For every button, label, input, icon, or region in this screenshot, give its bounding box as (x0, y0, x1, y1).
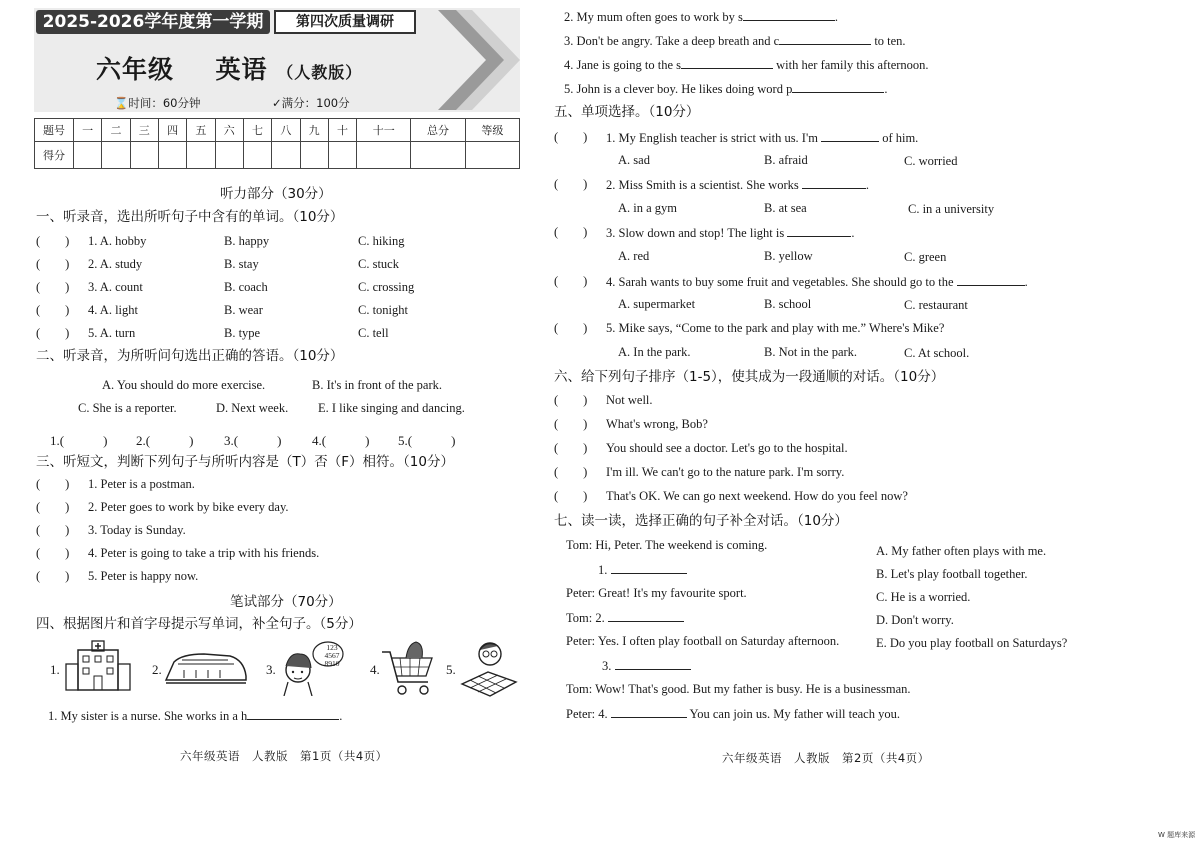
score-input-cell[interactable] (243, 142, 271, 169)
answer-paren[interactable]: ( ) (554, 321, 588, 335)
score-cell: 六 (215, 119, 243, 142)
mc-option: B. school (764, 297, 812, 311)
answer-paren[interactable]: ( ) (36, 477, 70, 491)
pic-number: 3. (266, 662, 276, 677)
page-footer-1: 六年级英语 人教版 第1页（共4页） (180, 749, 388, 763)
subject-label: 英语 (215, 55, 268, 84)
section-2-title: 二、听录音，为所听问句选出正确的答语。（10分） (36, 348, 344, 364)
tf-statement: 4. Peter is going to take a trip with his friends. (88, 546, 320, 560)
answer-paren[interactable]: ( ) (554, 177, 588, 191)
score-cell: 二 (102, 119, 130, 142)
answer-paren[interactable]: ( ) (36, 569, 70, 583)
answer-paren[interactable]: ( ) (554, 130, 588, 144)
answer-paren[interactable]: ( ) (554, 465, 588, 479)
option-c: C. stuck (358, 257, 399, 271)
time-info (114, 96, 200, 111)
mc-option: B. at sea (764, 201, 807, 215)
mc-option: A. sad (618, 153, 650, 167)
fill-q2: 2. My mum often goes to work by s . (564, 10, 838, 24)
fill-q1: 1. My sister is a nurse. She works in a h . (48, 709, 343, 723)
score-table (34, 118, 520, 169)
response-option: D. Next week. (216, 401, 289, 415)
score-input-cell[interactable] (158, 142, 186, 169)
dialogue-line: That's OK. We can go next weekend. How do you feel now? (606, 489, 908, 503)
section-6-title: 六、给下列句子排序（1-5），使其成为一段通顺的对话。（10分） (554, 369, 945, 385)
blank-input[interactable] (787, 225, 851, 237)
answer-slot[interactable]: 1.( ) (50, 433, 108, 448)
mc-option: A. red (618, 249, 650, 263)
score-cell: 十 (328, 119, 356, 142)
score-input-cell[interactable] (74, 142, 102, 169)
pic-number: 1. (50, 662, 60, 677)
tf-statement: 1. Peter is a postman. (88, 477, 195, 491)
blank-input[interactable] (681, 57, 773, 69)
answer-slot[interactable]: 2.( ) (136, 433, 194, 448)
mc-question: 2. Miss Smith is a scientist. She works . (606, 178, 869, 192)
option-b: B. wear (224, 303, 263, 317)
mc-option: B. Not in the park. (764, 345, 858, 359)
option-a: 2. A. study (88, 257, 143, 271)
score-cell: 一 (74, 119, 102, 142)
answer-slot[interactable]: 3.( ) (224, 433, 282, 448)
answer-paren[interactable]: ( ) (554, 225, 588, 239)
score-input-cell[interactable] (102, 142, 130, 169)
speech-bubble-text: 123 4567 8910 (324, 643, 340, 668)
dialogue-line: Tom: Hi, Peter. The weekend is coming. (566, 538, 768, 552)
option-c: C. tell (358, 326, 389, 340)
mc-question: 5. Mike says, “Come to the park and play with me.” Where's Mike? (606, 321, 945, 335)
fill-q3: 3. Don't be angry. Take a deep breath and c to ten. (564, 34, 906, 48)
score-input-cell[interactable] (300, 142, 328, 169)
hospital-icon (64, 640, 132, 692)
answer-paren[interactable]: ( ) (554, 489, 588, 503)
section-5-title: 五、单项选择。（10分） (554, 104, 700, 120)
hourglass-icon: ⌛ (114, 96, 129, 110)
answer-slot[interactable]: 5.( ) (398, 433, 456, 448)
score-cell: 七 (243, 119, 271, 142)
mc-option: C. green (904, 250, 947, 264)
score-cell: 八 (272, 119, 300, 142)
listening-title: 听力部分（30分） (220, 186, 332, 202)
pic-number: 2. (152, 662, 162, 677)
answer-paren[interactable]: ( ) (36, 257, 70, 271)
score-cell: 三 (130, 119, 158, 142)
dialogue-line: Peter: Yes. I often play football on Saturday afternoon. (566, 634, 840, 648)
option-a: 4. A. light (88, 303, 139, 317)
score-cell: 五 (187, 119, 215, 142)
mc-option: C. in a university (908, 202, 995, 216)
score-input-cell[interactable] (328, 142, 356, 169)
score-input-cell[interactable] (411, 142, 465, 169)
answer-paren[interactable]: ( ) (36, 546, 70, 560)
blank-input[interactable] (792, 81, 884, 93)
pic-number: 4. (370, 662, 380, 677)
answer-paren[interactable]: ( ) (36, 234, 70, 248)
dialogue-blank: Peter: 4. You can join us. My father will teach you. (566, 707, 900, 721)
option-a: 5. A. turn (88, 326, 136, 340)
dialogue-line: Not well. (606, 393, 653, 407)
answer-paren[interactable]: ( ) (36, 303, 70, 317)
score-table-input-row (35, 142, 520, 169)
survey-label: 第四次质量调研 (274, 10, 416, 34)
term-label: 2025-2026学年度第一学期 (36, 10, 270, 34)
option-a: 1. A. hobby (88, 234, 147, 248)
dialogue-line: Tom: Wow! That's good. But my father is busy. He is a businessman. (566, 682, 911, 696)
page-footer-2: 六年级英语 人教版 第2页（共4页） (722, 751, 930, 765)
fill-q5: 5. John is a clever boy. He likes doing word p . (564, 82, 888, 96)
response-option: C. She is a reporter. (78, 401, 177, 415)
choice-option: C. He is a worried. (876, 590, 971, 604)
blank-input[interactable] (611, 706, 687, 718)
mc-option: B. afraid (764, 153, 808, 167)
tf-statement: 2. Peter goes to work by bike every day. (88, 500, 289, 514)
mc-option: B. yellow (764, 249, 813, 263)
mc-option: A. supermarket (618, 297, 696, 311)
tf-statement: 3. Today is Sunday. (88, 523, 186, 537)
option-b: B. stay (224, 257, 259, 271)
answer-paren[interactable]: ( ) (554, 417, 588, 431)
mc-option: C. restaurant (904, 298, 968, 312)
train-icon (164, 650, 248, 686)
section-4-title: 四、根据图片和首字母提示写单词，补全句子。（5分） (36, 616, 362, 632)
dialogue-blank: Tom: 2. (566, 610, 684, 626)
choice-option: E. Do you play football on Saturdays? (876, 636, 1068, 650)
answer-paren[interactable]: ( ) (554, 274, 588, 288)
puzzle-boy-icon (458, 638, 518, 698)
time-text: 时间：60分钟 (128, 96, 201, 110)
option-c: C. tonight (358, 303, 409, 317)
score-row-label: 得分 (35, 142, 74, 169)
score-input-cell[interactable] (272, 142, 300, 169)
dialogue-blank: 3. (602, 658, 691, 674)
option-c: C. crossing (358, 280, 415, 294)
score-cell: 等级 (465, 119, 519, 142)
score-cell: 九 (300, 119, 328, 142)
score-cell: 四 (158, 119, 186, 142)
blank-input[interactable] (615, 658, 691, 670)
mc-option: A. in a gym (618, 201, 678, 215)
score-cell: 总分 (411, 119, 465, 142)
blank-input[interactable] (957, 274, 1025, 286)
blank-input[interactable] (743, 9, 835, 21)
response-option: B. It's in front of the park. (312, 378, 443, 392)
score-cell: 题号 (35, 119, 74, 142)
grade-label: 六年级 (96, 55, 175, 84)
answer-paren[interactable]: ( ) (36, 280, 70, 294)
blank-input[interactable] (608, 610, 684, 622)
mc-option: C. At school. (904, 346, 970, 360)
answer-slot[interactable]: 4.( ) (312, 433, 370, 448)
score-input-cell[interactable] (465, 142, 519, 169)
mc-option: C. worried (904, 154, 958, 168)
mc-question: 4. Sarah wants to buy some fruit and vegetables. She should go to the . (606, 275, 1028, 289)
score-cell: 十一 (357, 119, 411, 142)
option-b: B. coach (224, 280, 268, 294)
fill-q4: 4. Jane is going to the s with her family this afternoon. (564, 58, 929, 72)
answer-paren[interactable]: ( ) (554, 441, 588, 455)
option-b: B. happy (224, 234, 270, 248)
mc-question: 3. Slow down and stop! The light is . (606, 226, 855, 240)
blank-input[interactable] (779, 33, 871, 45)
answer-paren[interactable]: ( ) (36, 326, 70, 340)
score-table-header-row (35, 119, 520, 142)
section-3-title: 三、听短文，判断下列句子与所听内容是（T）否（F）相符。（10分） (36, 454, 454, 470)
mc-question: 1. My English teacher is strict with us. I'm of him. (606, 131, 919, 145)
section-7-title: 七、读一读，选择正确的句子补全对话。（10分） (554, 513, 848, 529)
score-text: 满分：100分 (281, 96, 350, 110)
score-input-cell[interactable] (215, 142, 243, 169)
section-1-title: 一、听录音，选出所听句子中含有的单词。（10分） (36, 209, 344, 225)
dialogue-blank: 1. (598, 562, 687, 578)
mc-option: A. In the park. (618, 345, 691, 359)
choice-option: A. My father often plays with me. (876, 544, 1047, 558)
option-c: C. hiking (358, 234, 405, 248)
response-option: A. You should do more exercise. (102, 378, 266, 392)
blank-input[interactable] (821, 130, 879, 142)
option-b: B. type (224, 326, 261, 340)
blank-input[interactable] (611, 562, 687, 574)
option-a: 3. A. count (88, 280, 143, 294)
pic-number: 5. (446, 662, 456, 677)
edition-label: （人教版） (277, 63, 363, 82)
score-info (272, 96, 350, 111)
choice-option: D. Don't worry. (876, 613, 954, 627)
score-input-cell[interactable] (357, 142, 411, 169)
watermark-logo: W 题库来源 (1158, 831, 1196, 839)
dialogue-line: I'm ill. We can't go to the nature park. I'm sorry. (606, 465, 845, 479)
score-input-cell[interactable] (187, 142, 215, 169)
dialogue-line: Peter: Great! It's my favourite sport. (566, 586, 747, 600)
dialogue-line: What's wrong, Bob? (606, 417, 708, 431)
check-circle-icon: ✓ (272, 96, 282, 110)
answer-paren[interactable]: ( ) (36, 500, 70, 514)
response-option: E. I like singing and dancing. (318, 401, 465, 415)
blank-input[interactable] (247, 708, 339, 720)
page-title (96, 50, 362, 86)
score-input-cell[interactable] (130, 142, 158, 169)
answer-paren[interactable]: ( ) (36, 523, 70, 537)
answer-paren[interactable]: ( ) (554, 393, 588, 407)
dialogue-line: You should see a doctor. Let's go to the hospital. (606, 441, 848, 455)
writing-title: 笔试部分（70分） (230, 594, 342, 610)
blank-input[interactable] (802, 177, 866, 189)
tf-statement: 5. Peter is happy now. (88, 569, 199, 583)
shopping-cart-icon (380, 638, 436, 698)
chevron-decoration (438, 10, 520, 110)
choice-option: B. Let's play football together. (876, 567, 1028, 581)
